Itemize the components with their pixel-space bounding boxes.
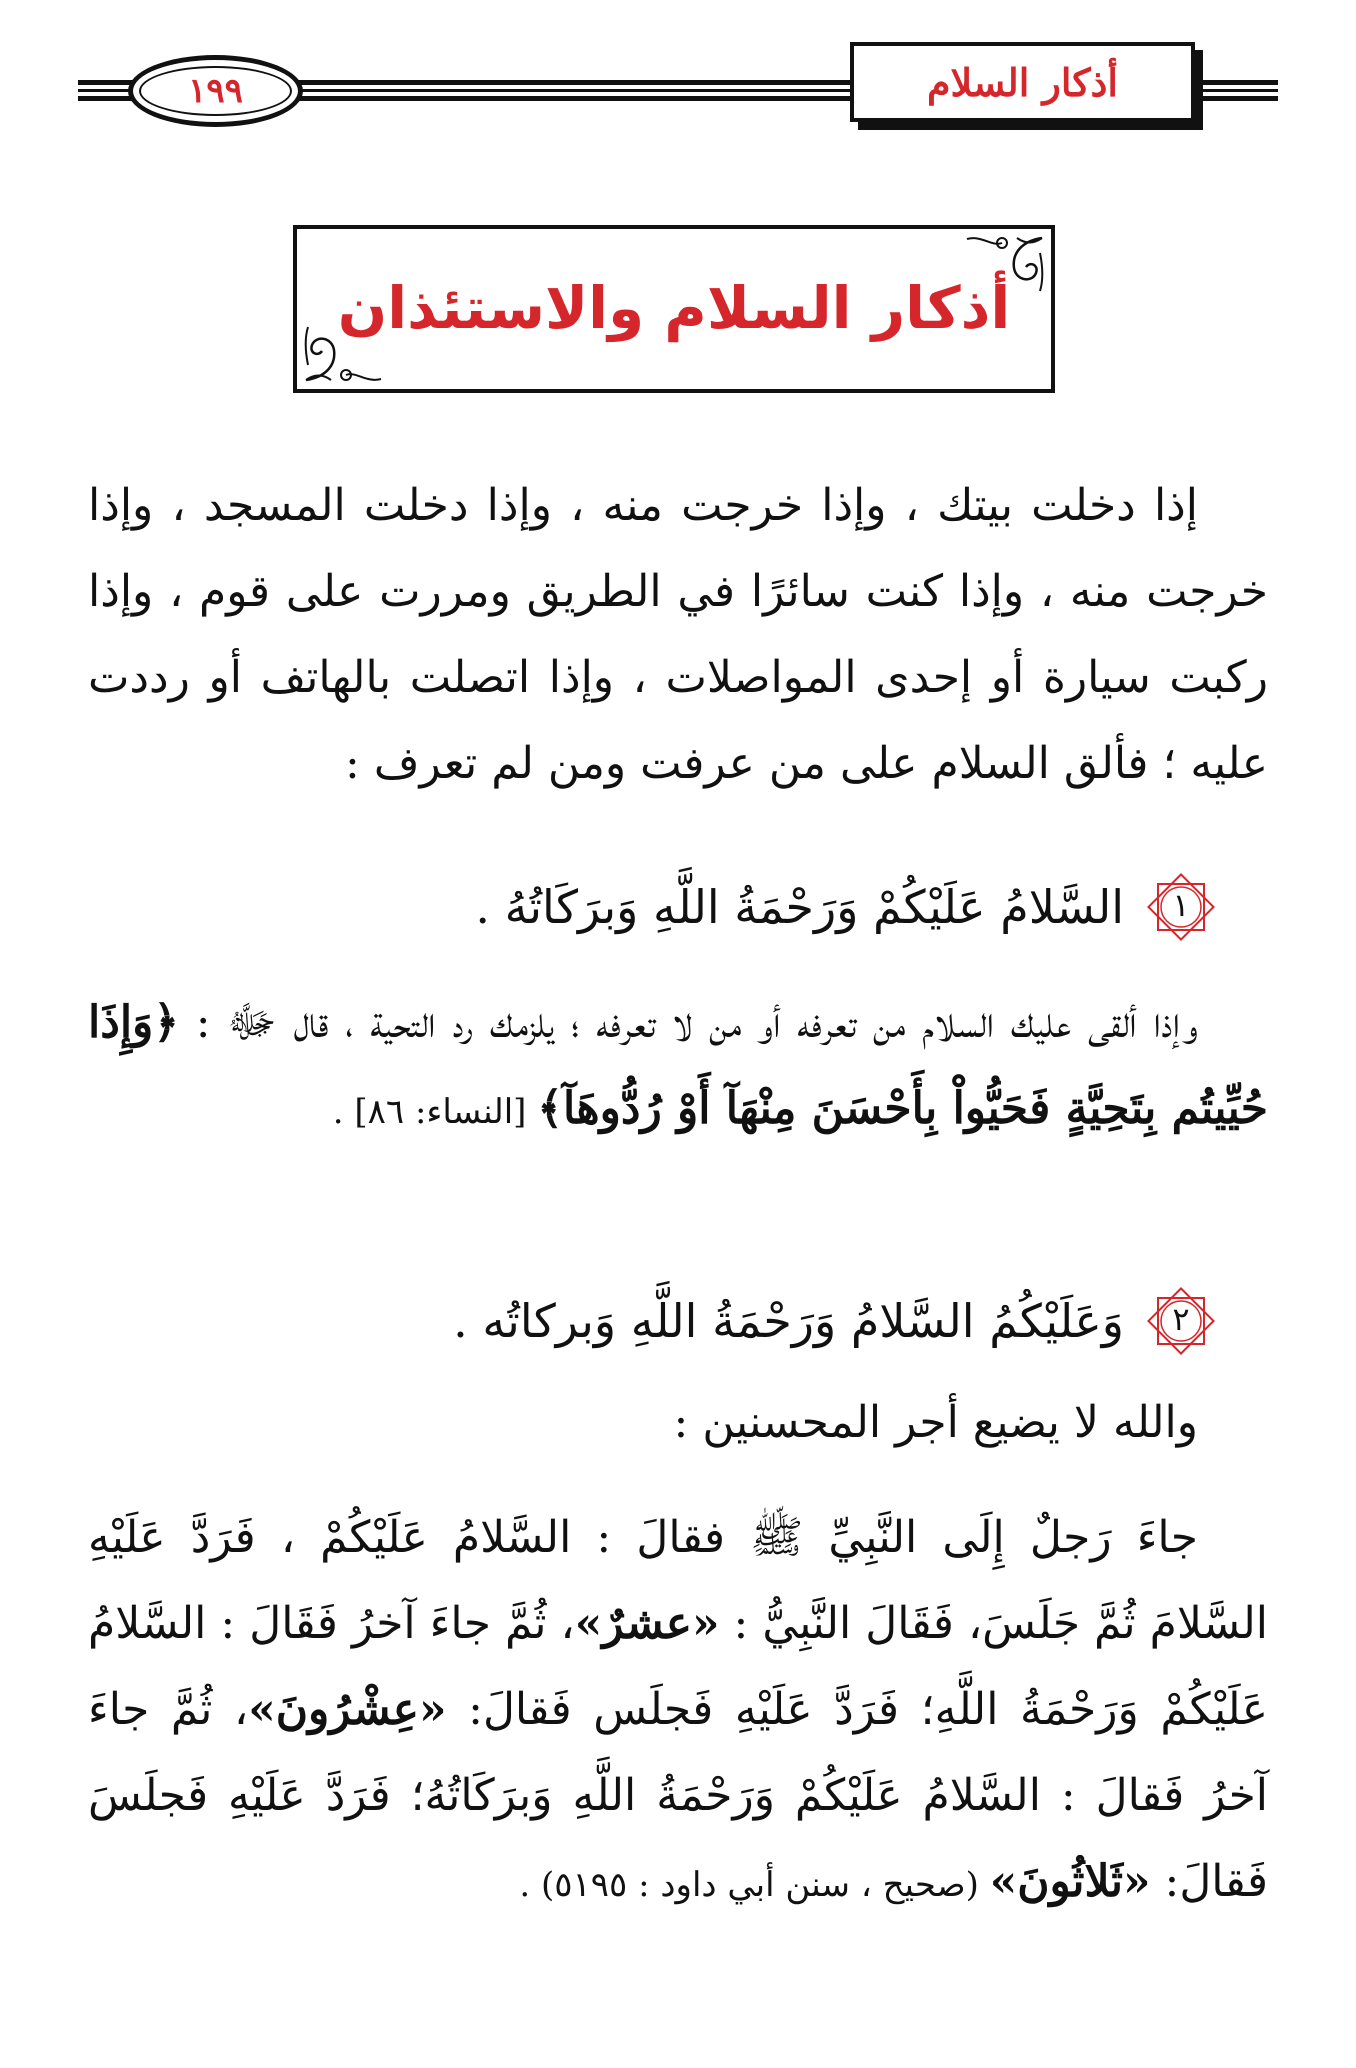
verse-citation: [النساء: ٨٦] . [332, 1092, 538, 1132]
running-title-box [850, 42, 1195, 122]
item-text-2: وَعَلَيْكُمُ السَّلامُ وَرَحْمَةُ اللَّهِ وَبركاتُه . [453, 1294, 1124, 1348]
dhikr-item-1 [475, 864, 1216, 950]
hadith-part-3: ، ثُمَّ جاءَ آخرُ فَقالَ : السَّلامُ عَلَيْكُمْ وَرَحْمَةُ اللَّهِ وَبرَكَاتُهُ؛ فَرَدَّ عَلَيْهِ فَجلَسَ فَقالَ: [88, 1684, 1268, 1907]
hadith-part-2: ، ثُمَّ جاءَ آخرُ فَقَالَ : السَّلامُ عَلَيْكُمْ وَرَحْمَةُ اللَّهِ؛ فَرَدَّ عَلَيْهِ فَجلَس فَقالَ: [88, 1598, 1268, 1735]
dhikr-item-2 [453, 1278, 1216, 1364]
number-badge-2 [1146, 1286, 1216, 1356]
hadith-source: (صحيح ، سنن أبي داود : ٥١٩٥) . [519, 1865, 990, 1905]
reply-text: وإذا ألقى عليك السلام من تعرفه أو من لا تعرفه ؛ يلزمك رد التحية ، قال ﷻ : [179, 997, 1199, 1048]
hadith-part-1: جاءَ رَجلٌ إِلَى النَّبِيِّ ﷺ فقالَ : السَّلامُ عَلَيْكُمْ ، فَرَدَّ عَلَيْهِ السَّلامَ ثُمَّ جَلَسَ، فَقَالَ النَّبِيُّ : [88, 1512, 1268, 1649]
hadith-thirty: «ثَلاثُونَ» [989, 1856, 1151, 1907]
item-number-1: ١ [1172, 886, 1190, 924]
item-text-1: السَّلامُ عَلَيْكُمْ وَرَحْمَةُ اللَّهِ وَبرَكَاتُهُ . [475, 880, 1124, 934]
chapter-title: أذكار السلام والاستئذان [337, 274, 1011, 342]
closing-line: والله لا يضيع أجر المحسنين : [673, 1397, 1198, 1448]
hadith-twenty: «عِشْرُونَ» [248, 1684, 447, 1735]
number-badge-1 [1146, 872, 1216, 942]
page-number: ١٩٩ [188, 71, 243, 111]
running-title: أذكار السلام [927, 59, 1118, 105]
quran-verse: ﴿وَإِذَا حُيِّيتُم بِتَحِيَّةٍ فَحَيُّواْ بِأَحْسَنَ مِنْهَآ أَوْ رُدُّوهَآ﴾ [88, 997, 1268, 1134]
chapter-title-frame [293, 225, 1055, 393]
item-number-2: ٢ [1172, 1300, 1190, 1338]
intro-paragraph: إذا دخلت بيتك ، وإذا خرجت منه ، وإذا دخلت المسجد ، وإذا خرجت منه ، وإذا كنت سائرًا في الطريق ومررت على قوم ، وإذا ركبت سيارة أو إحدى المواصلات ، وإذا اتصلت بالهاتف أو رددت عليه ؛ فألق السلام على من عرفت ومن لم تعرف : [88, 480, 1268, 789]
hadith-paragraph [88, 1495, 1268, 1928]
page-number-badge [128, 55, 303, 127]
hadith-ten: «عشرٌ» [574, 1598, 720, 1649]
reply-paragraph [88, 980, 1268, 1155]
